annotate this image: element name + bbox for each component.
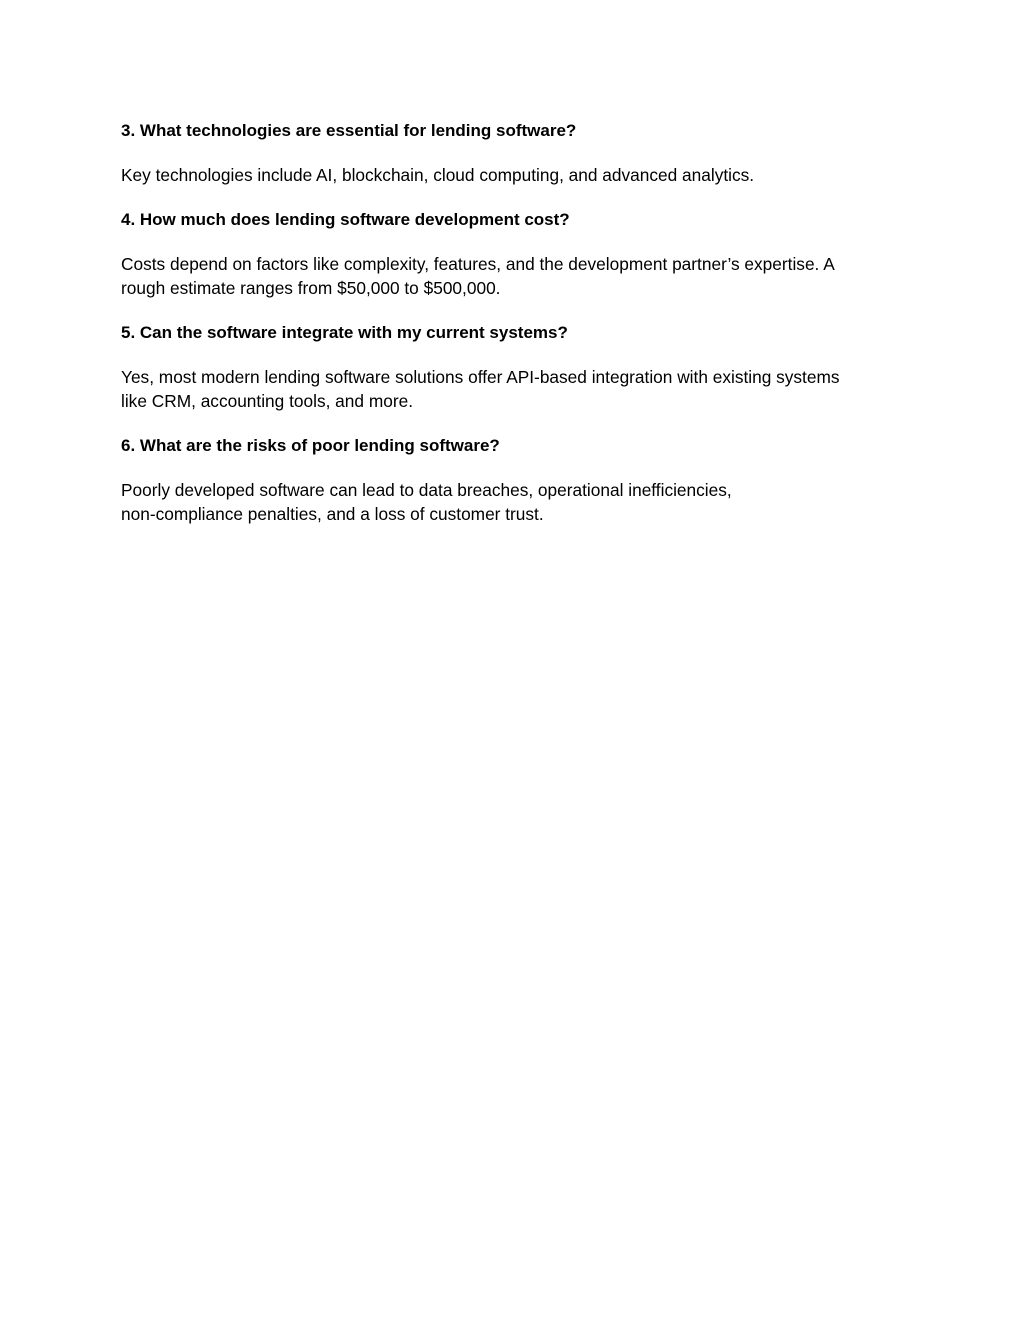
faq-item-5 xyxy=(121,321,911,414)
faq-question-3: 3. What technologies are essential for lending software? xyxy=(121,121,577,140)
answer-line: Yes, most modern lending software solutions offer API-based integration with existing systems xyxy=(121,366,840,387)
answer-line: Key technologies include AI, blockchain, cloud computing, and advanced analytics. xyxy=(121,165,755,185)
answer-line: like CRM, accounting tools, and more. xyxy=(121,391,413,411)
faq-answer-4 xyxy=(121,252,911,301)
answer-line: rough estimate ranges from $50,000 to $500,000. xyxy=(121,278,501,298)
faq-answer-3 xyxy=(121,163,911,188)
faq-question-6: 6. What are the risks of poor lending software? xyxy=(121,435,500,455)
faq-item-6 xyxy=(121,434,911,527)
answer-line: Poorly developed software can lead to data breaches, operational inefficiencies, xyxy=(121,479,732,500)
faq-question-4: 4. How much does lending software development cost? xyxy=(121,209,570,229)
faq-item-4 xyxy=(121,208,911,301)
faq-answer-5 xyxy=(121,365,911,414)
faq-question-5: 5. Can the software integrate with my current systems? xyxy=(121,322,568,342)
answer-line: non-compliance penalties, and a loss of customer trust. xyxy=(121,504,544,524)
answer-line: Costs depend on factors like complexity, features, and the development partner’s expertise. A xyxy=(121,253,835,274)
faq-item-3 xyxy=(121,119,911,188)
faq-section xyxy=(121,119,911,547)
faq-answer-6 xyxy=(121,478,911,527)
